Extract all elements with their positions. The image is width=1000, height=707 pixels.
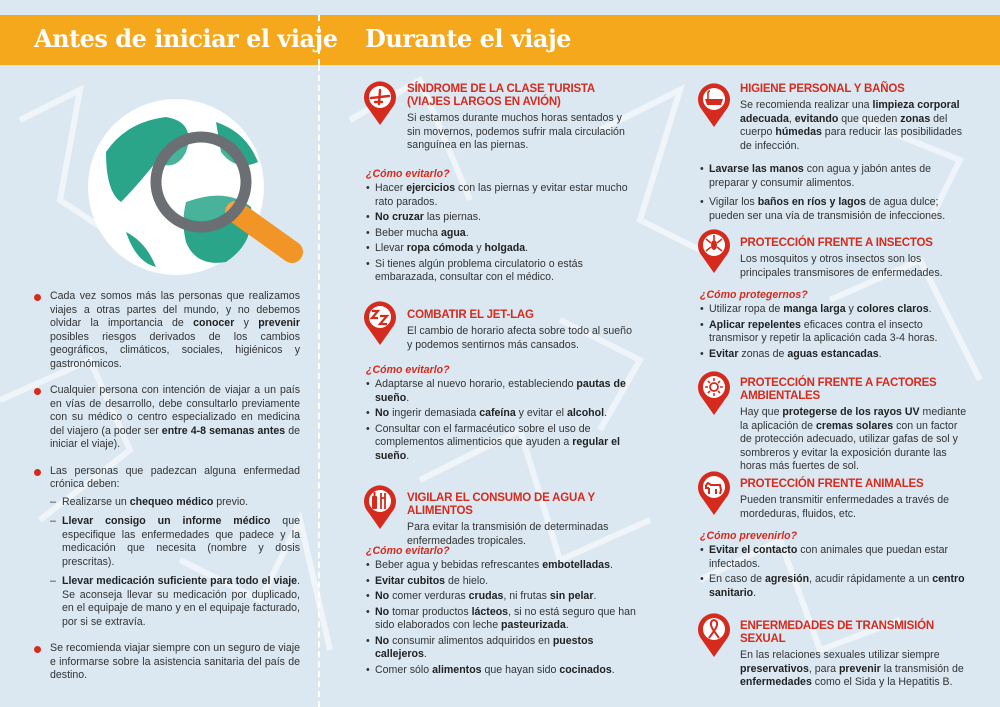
question-label: ¿Cómo evitarlo?: [366, 545, 450, 557]
list-item: • Evitar zonas de aguas estancadas.: [700, 348, 970, 362]
section-title: ENFERMEDADES DE TRANSMISIÓN SEXUAL: [740, 620, 934, 645]
list-item: Cualquier persona con intención de viajar a un país en vías de desarrollo, debe consultarlo previamente con su médico o centro especializado en medicina del viajero (a poder ser entre 4-8 semanas antes de iniciar el viaje).: [34, 384, 300, 452]
list-item: • Comer sólo alimentos que hayan sido cocinados.: [366, 664, 636, 678]
section-animales-list: [700, 524, 970, 602]
section-title: VIGILAR EL CONSUMO DE AGUA Y ALIMENTOS: [407, 492, 595, 517]
list-item: • Vigilar los baños en ríos y lagos de agua dulce; pueden ser una vía de transmisión de infecciones.: [700, 196, 970, 223]
section-agua-alimentos-list: [366, 539, 636, 679]
list-item: • Beber agua y bebidas refrescantes embotelladas.: [366, 559, 636, 573]
section-title: COMBATIR EL JET-LAG: [407, 309, 534, 321]
question-label: ¿Cómo evitarlo?: [366, 168, 450, 180]
sun-icon: [696, 370, 732, 416]
section-insectos-list: [700, 283, 970, 363]
section-intro: Pueden transmitir enfermedades a través de mordeduras, fluidos, etc.: [740, 494, 950, 520]
section-higiene-list: [700, 163, 970, 225]
section-title: PROTECCIÓN FRENTE ANIMALES: [740, 478, 924, 490]
question-label: ¿Cómo prevenirlo?: [700, 530, 798, 542]
list-item: • No comer verduras crudas, ni frutas sin pelar.: [366, 590, 636, 604]
list-item: • Aplicar repelentes eficaces contra el insecto transmisor y repetir la aplicación cada 3-4 horas.: [700, 319, 970, 346]
column-divider: [318, 65, 320, 707]
sub-list-item: – Llevar consigo un informe médico que especifique las enfermedades que padece y la medicación que necesita (nombre y dosis prescritas).: [50, 515, 300, 569]
list-item: Se recomienda viajar siempre con un seguro de viaje e informarse sobre la asistencia sanitaria del país de destino.: [34, 642, 300, 683]
list-item: • Hacer ejercicios con las piernas y evitar estar mucho rato parados.: [366, 182, 636, 209]
section-animales: [740, 478, 970, 521]
mosquito-icon: [696, 228, 732, 274]
section-intro: En las relaciones sexuales utilizar siempre preservativos, para prevenir la transmisión de enfermedades como el Sida y la Hepatitis B.: [740, 649, 964, 688]
section-title: HIGIENE PERSONAL Y BAÑOS: [740, 83, 905, 95]
list-item: • Evitar cubitos de hielo.: [366, 575, 636, 589]
list-item: • No tomar productos lácteos, si no está seguro que han sido elaborados con leche pasteurizada.: [366, 606, 636, 633]
list-item: Las personas que padezcan alguna enfermedad crónica deben: – Realizarse un chequeo médico previo. – Llevar consigo un informe médico que especifique las enfermedades que padece y la medicación que necesita (nombre y dosis prescritas). – Llevar medicación suficiente para todo el viaje. Se aconseja llevar su medicación por duplicado, en el equipaje de mano y en el equipaje facturado, por si se extravía.: [34, 465, 300, 630]
bottle-and-cutlery-icon: [362, 484, 398, 530]
list-item: • Consultar con el farmacéutico sobre el uso de complementos alimenticios que ayuden a regular el sueño.: [366, 423, 636, 464]
zz-sleep-icon: [362, 300, 398, 346]
list-item: • Si tienes algún problema circulatorio o estás embarazada, consultar con el médico.: [366, 258, 636, 285]
section-intro: Para evitar la transmisión de determinadas enfermedades tropicales.: [407, 521, 609, 547]
list-item: • Evitar el contacto con animales que puedan estar infectados.: [700, 544, 970, 571]
section-intro: Si estamos durante muchos horas sentados y sin movernos, podemos sufrir mala circulación sanguínea en las piernas.: [407, 112, 625, 151]
section-higiene: [740, 83, 970, 153]
section-intro: Hay que protegerse de los rayos UV mediante la aplicación de cremas solares con un factor de protección adecuado, utilizar gafas de sol y sombreros y evitar la exposición durante las horas más fuertes de sol.: [740, 406, 967, 472]
list-item: • Adaptarse al nuevo horario, estableciendo pautas de sueño.: [366, 378, 636, 405]
header-bar: [0, 15, 1000, 65]
list-item: • No ingerir demasiada cafeína y evitar el alcohol.: [366, 407, 636, 421]
question-label: ¿Cómo evitarlo?: [366, 364, 450, 376]
section-title: PROTECCIÓN FRENTE A INSECTOS: [740, 237, 933, 249]
right-section-title: Durante el viaje: [365, 24, 571, 53]
section-title: SÍNDROME DE LA CLASE TURISTA (VIAJES LARGOS EN AVIÓN): [407, 83, 595, 108]
bathtub-icon: [696, 82, 732, 128]
sub-list-item: – Llevar medicación suficiente para todo el viaje. Se aconseja llevar su medicación por duplicado, en el equipaje de mano y en el equipaje facturado, por si se extravía.: [50, 575, 300, 629]
section-clase-turista: [407, 83, 637, 153]
section-title: PROTECCIÓN FRENTE A FACTORES AMBIENTALES: [740, 377, 937, 402]
list-item: Cada vez somos más las personas que realizamos viajes a otras partes del mundo, y no debemos olvidar la importancia de conocer y prevenir posibles riesgos derivados de los cambios geográficos, climáticos, sociales, higiénicos y gastronómicos.: [34, 290, 300, 371]
awareness-ribbon-icon: [696, 612, 732, 658]
section-intro: El cambio de horario afecta sobre todo al sueño y podemos sentirnos más cansados.: [407, 325, 632, 351]
list-item: • Utilizar ropa de manga larga y colores claros.: [700, 303, 970, 317]
list-item: • No consumir alimentos adquiridos en puestos callejeros.: [366, 635, 636, 662]
question-label: ¿Cómo protegernos?: [700, 289, 808, 301]
list-item: • Beber mucha agua.: [366, 227, 636, 241]
section-insectos: [740, 237, 970, 280]
list-item: • No cruzar las piernas.: [366, 211, 636, 225]
section-jet-lag-list: [366, 358, 636, 465]
section-clase-turista-list: [366, 162, 636, 287]
list-item: • En caso de agresión, acudir rápidamente a un centro sanitario.: [700, 573, 970, 600]
globe-with-magnifier-illustration: [86, 92, 312, 282]
section-intro: Los mosquitos y otros insectos son los principales transmisores de enfermedades.: [740, 253, 943, 279]
section-intro: Se recomienda realizar una limpieza corporal adecuada, evitando que queden zonas del cuerpo húmedas para reducir las posibilidades de infección.: [740, 99, 963, 152]
section-transmision-sexual: [740, 620, 970, 690]
left-section-title: Antes de iniciar el viaje: [34, 24, 338, 53]
airplane-icon: [362, 80, 398, 126]
left-column: [34, 290, 300, 696]
list-item: • Lavarse las manos con agua y jabón antes de preparar y consumir alimentos.: [700, 163, 970, 190]
section-jet-lag: [407, 309, 637, 352]
section-ambientales: [740, 377, 972, 474]
list-item: • Llevar ropa cómoda y holgada.: [366, 242, 636, 256]
sub-list-item: – Realizarse un chequeo médico previo.: [50, 496, 300, 510]
dog-icon: [696, 470, 732, 516]
header-divider: [318, 15, 320, 65]
